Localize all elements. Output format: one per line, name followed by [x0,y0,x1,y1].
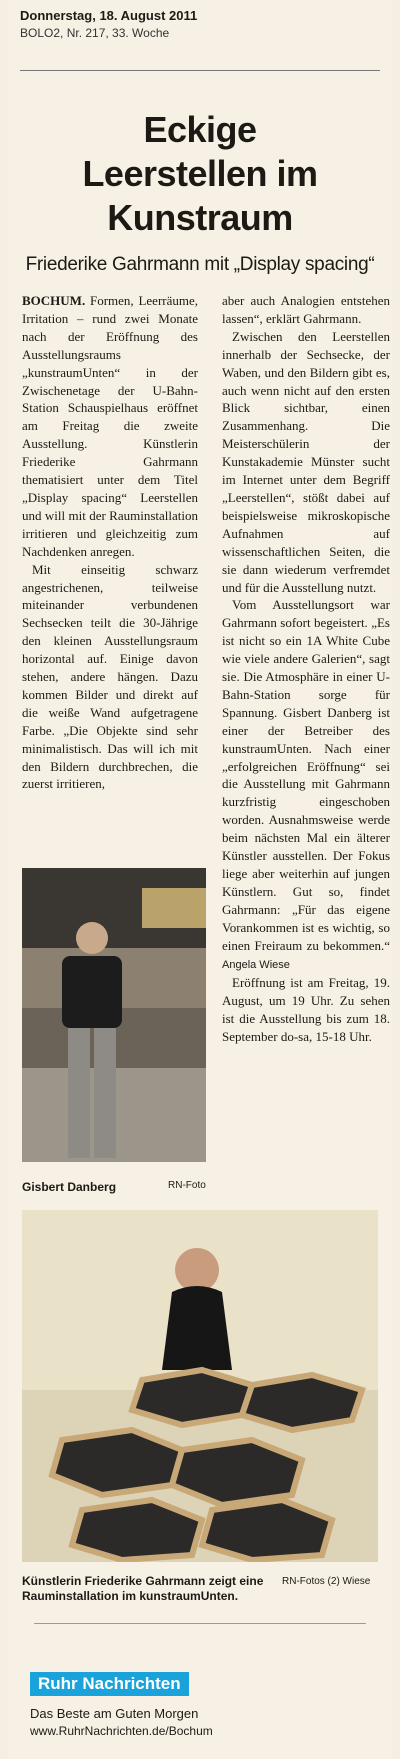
paragraph-text: Vom Ausstellungsort war Gahrmann sofort begeistert. „Es ist nicht so ein 1A White Cube wie viele andere Galerien“, sagt sie. Die Atmosphäre in einer U-Bahn-Station sorge für Spannung. Gisbert Danberg ist einer der Betreiber des kunstraumUnten. Nach einer „erfolgreichen Eröffnung“ sei die Ausstellung mit Gahrmann kurzfristig eingeschoben worden. Ausnahmsweise werde beim nächsten Mal ein älterer Künstler ausstellen. Der Fokus liege aber weiterhin auf jungen Künstlern. Gut so, findet Gahrmann: „Für das eigene Vorankommen ist es wichtig, so einen Freiraum zu bekommen.“ [222,597,390,953]
issue-number: BOLO2, Nr. 217, 33. Woche [20,26,170,40]
headline [20,108,380,240]
brand-slogan: Das Beste am Guten Morgen [30,1706,199,1721]
photo-credit: RN-Fotos (2) Wiese [282,1576,371,1587]
author-credit: Angela Wiese [222,958,290,971]
top-rule [20,70,380,71]
dateline: BOCHUM. [22,293,86,308]
paragraph: Zwischen den Leerstellen innerhalb der Sechsecke, der Waben, und den Bildern gibt es, auch wenn nicht auf den ersten Blick sichtbar, einen Zusammenhang. Die Meisterschülerin der Kunstakademie Münster sucht im Internet unter dem Begriff „Leerstellen“, stößt dabei auf beispielsweise mikroskopische Aufnahmen auf wissenschaftlichen Seiten, die sie dann wiederum verfremdet und für die Ausstellung nutzt. [222,328,390,595]
issue-date: Donnerstag, 18. August 2011 [20,8,198,23]
article-column-2 [222,292,390,1046]
info-paragraph: Eröffnung ist am Freitag, 19. August, um 19 Uhr. Zu sehen ist die Ausstellung bis zum 18. September do-sa, 15-18 Uhr. [222,975,390,1045]
headline-line: Leerstellen im [82,153,318,194]
photo-gisbert-danberg [22,868,206,1162]
article-column-1 [22,292,198,793]
paragraph-text: Formen, Leerräume, Irritation – rund zwei Monate nach der Eröffnung des Ausstellungsraums „kunstraumUnten“ in der Zwischenetage der U-Bahn-Station Schauspielhaus eröffnet am Freitag die zweite Ausstellung. Künstlerin Friederike Gahrmann thematisiert unter dem Titel „Display spacing“ Leerstellen und will mit der Rauminstallation irritieren und gleichzeitig zum Nachdenken anregen. [22,293,198,559]
bottom-rule [34,1623,366,1624]
paragraph [222,596,390,974]
photo-caption: Künstlerin Friederike Gahrmann zeigt eine Rauminstallation im kunstraumUnten. [22,1574,264,1603]
subheadline: Friederike Gahrmann mit „Display spacing“ [25,254,375,275]
photo-image [22,1210,378,1562]
photo-installation [22,1210,378,1562]
photo-image [22,868,206,1162]
paragraph: aber auch Analogien entstehen lassen“, erklärt Gahrmann. [222,293,390,326]
photo-credit: RN-Foto [168,1180,206,1191]
headline-line: Kunstraum [107,197,293,238]
photo-caption: Gisbert Danberg [22,1180,117,1194]
headline-line: Eckige [143,109,257,150]
paragraph: Mit einseitig schwarz angestrichenen, teilweise miteinander verbundenen Sechsecken teilt die 30-Jährige den kleinen Ausstellungsraum horizontal auf. Einige davon stehen, andere hängen. Dazu kommen Bilder und direkt auf die weiße Wand aufgetragene Farbe. „Die Objekte sind sehr minimalistisch. Das will ich mit den Bildern durchbrechen, die zuerst irritieren, [22,561,198,792]
paragraph [22,292,198,561]
brand-url: www.RuhrNachrichten.de/Bochum [30,1724,213,1738]
brand-logo: Ruhr Nachrichten [30,1672,189,1696]
